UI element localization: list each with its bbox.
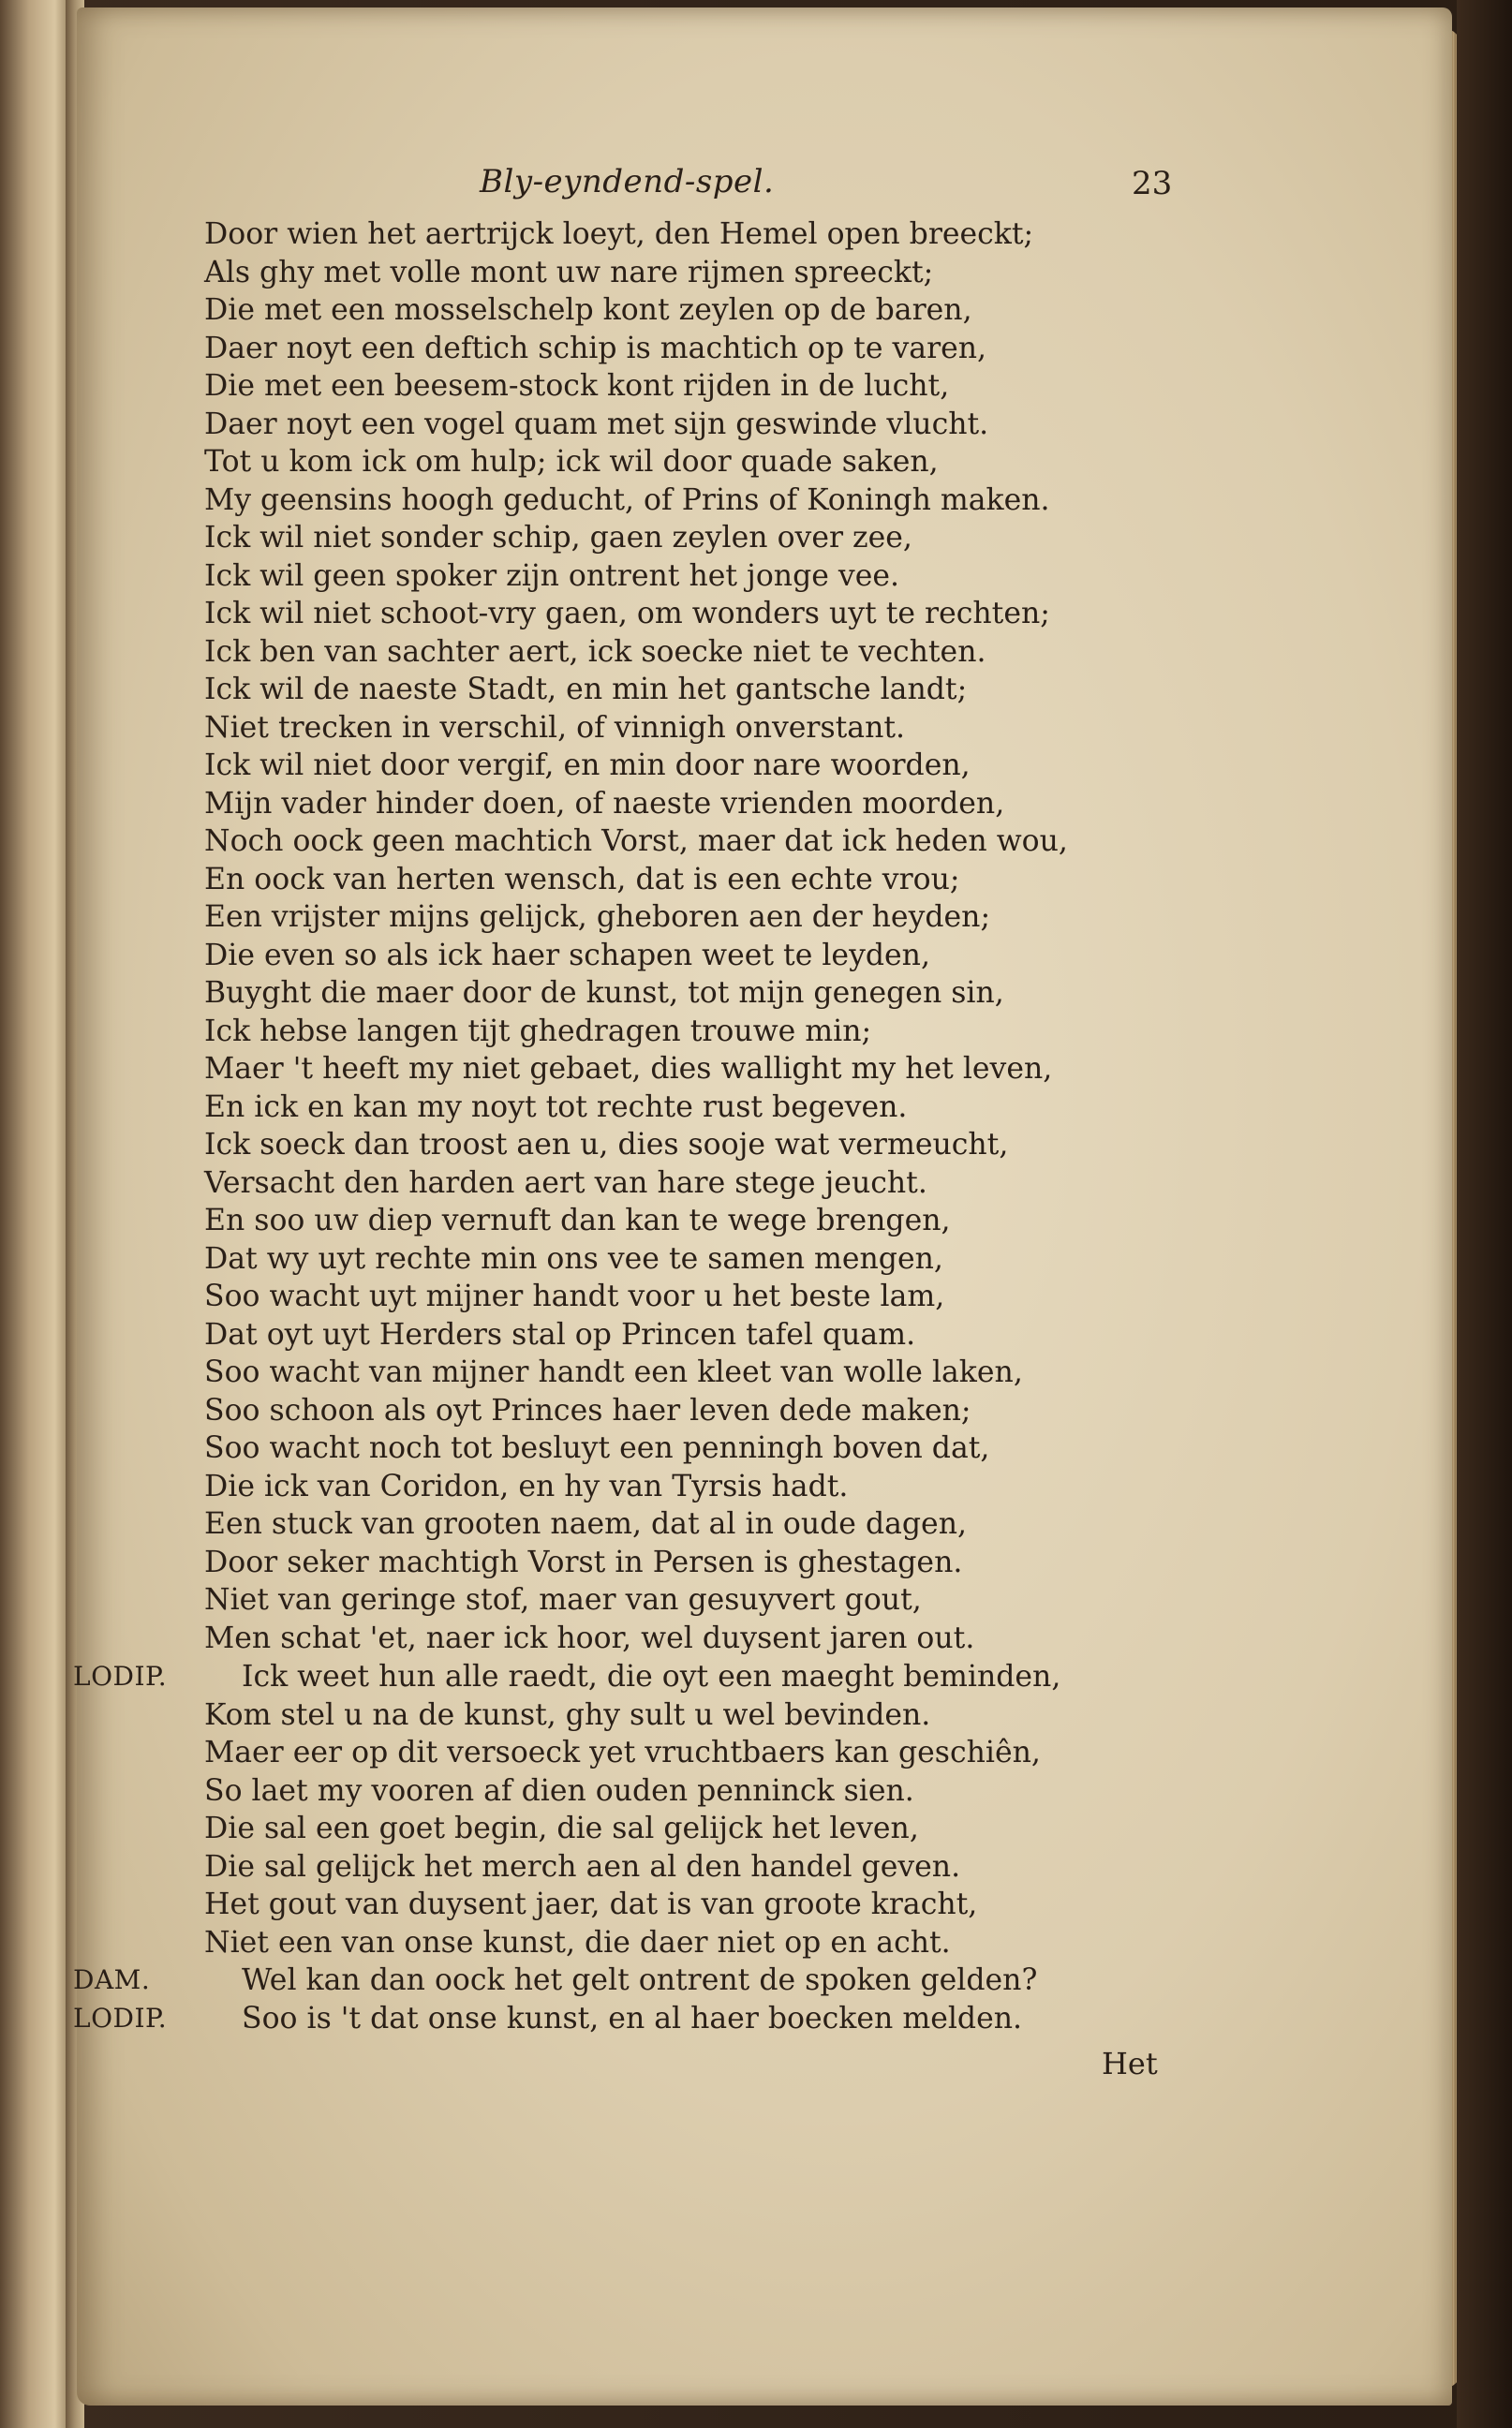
verse-line: Door wien het aertrijck loeyt, den Hemel open breeckt; <box>204 217 1034 251</box>
verse-line: Een vrijster mijns gelijck, gheboren aen der heyden; <box>204 900 991 934</box>
verse-line: Noch oock geen machtich Vorst, maer dat ick heden wou, <box>204 824 1068 858</box>
verse-line: Soo schoon als oyt Princes haer leven dede maken; <box>204 1393 971 1428</box>
verse-line: Een stuck van grooten naem, dat al in oude dagen, <box>204 1507 968 1541</box>
verse-line: Soo wacht uyt mijner handt voor u het beste lam, <box>204 1280 945 1313</box>
verse-line: Die met een beesem-stock kont rijden in de lucht, <box>204 369 950 403</box>
dialogue-line <box>73 2000 1452 2038</box>
dialogue-line <box>77 1696 1452 1735</box>
verse-line: Die even so als ick haer schapen weet te leyden, <box>204 938 930 972</box>
dialogue-text: Niet een van onse kunst, die daer niet op en acht. <box>204 1925 951 1960</box>
verse-line: Dat oyt uyt Herders stal op Princen tafel quam. <box>204 1317 916 1352</box>
verse-line: Ick wil niet schoot-vry gaen, om wonders uyt te rechten; <box>204 597 1050 630</box>
verse-line: Niet van geringe stof, maer van gesuyvert gout, <box>204 1583 922 1617</box>
running-head: Bly-eyndend-spel. <box>480 163 775 200</box>
dialogue-line <box>77 1772 1452 1811</box>
dialogue-text: Wel kan dan oock het gelt ontrent de spoken gelden? <box>242 1963 1038 1997</box>
verse-line: Die met een mosselschelp kont zeylen op de baren, <box>204 293 972 327</box>
verse-line: Die ick van Coridon, en hy van Tyrsis hadt. <box>204 1469 849 1503</box>
verse-line: Ick wil de naeste Stadt, en min het gantsche landt; <box>204 673 968 706</box>
verse-line: Mijn vader hinder doen, of naeste vrienden moorden, <box>204 786 1005 821</box>
dialogue-block <box>73 1658 1452 2037</box>
dialogue-text: Die sal een goet begin, die sal gelijck het leven, <box>204 1812 919 1845</box>
verse-line: Daer noyt een vogel quam met sijn geswinde vlucht. <box>204 407 989 441</box>
dialogue-text: So laet my vooren af dien ouden penninck sien. <box>204 1773 914 1808</box>
verse-line: Ick soeck dan troost aen u, dies sooje wat vermeucht, <box>204 1128 1009 1162</box>
verse-line: Dat wy uyt rechte min ons vee te samen mengen, <box>204 1241 943 1276</box>
book-page <box>73 7 1452 2406</box>
dialogue-text: Het gout van duysent jaer, dat is van groote kracht, <box>204 1888 978 1921</box>
verse-line: Buyght die maer door de kunst, tot mijn genegen sin, <box>204 976 1004 1010</box>
dialogue-text: Ick weet hun alle raedt, die oyt een maeght beminden, <box>242 1660 1061 1694</box>
dialogue-line <box>77 1734 1452 1772</box>
book-cover-edge <box>1457 0 1512 2428</box>
verse-line: Maer 't heeft my niet gebaet, dies wallight my het leven, <box>204 1052 1053 1086</box>
speaker-name: LODIP. <box>73 2002 168 2034</box>
verse-line: Versacht den harden aert van hare stege jeucht. <box>204 1165 927 1200</box>
verse-line: Als ghy met volle mont uw nare rijmen spreeckt; <box>204 255 934 289</box>
dialogue-text: Soo is 't dat onse kunst, en al haer boecken melden. <box>242 2001 1023 2036</box>
verse-line: Niet trecken in verschil, of vinnigh onverstant. <box>204 710 906 745</box>
dialogue-text: Kom stel u na de kunst, ghy sult u wel bevinden. <box>204 1697 931 1732</box>
verse-line: Tot u kom ick om hulp; ick wil door quade saken, <box>204 445 939 479</box>
verse-block <box>204 215 1068 1657</box>
verse-line: My geensins hoogh geducht, of Prins of Koningh maken. <box>204 482 1050 517</box>
verse-line: Ick ben van sachter aert, ick soecke niet te vechten. <box>204 634 986 669</box>
left-page-edge <box>0 0 73 2428</box>
verse-line: En soo uw diep vernuft dan kan te wege brengen, <box>204 1204 951 1237</box>
dialogue-line <box>73 1962 1452 2000</box>
page-text <box>73 7 1452 2406</box>
speaker-name: LODIP. <box>73 1661 168 1692</box>
verse-line: En ick en kan my noyt tot rechte rust begeven. <box>204 1089 908 1124</box>
dialogue-text: Maer eer op dit versoeck yet vruchtbaers kan geschiên, <box>204 1736 1041 1769</box>
dialogue-line <box>77 1848 1452 1887</box>
page-number: 23 <box>1132 165 1173 202</box>
verse-line: Door seker machtigh Vorst in Persen is ghestagen. <box>204 1545 963 1579</box>
verse-line: Men schat 'et, naer ick hoor, wel duysent jaren out. <box>204 1621 975 1655</box>
verse-line: Ick wil niet door vergif, en min door nare woorden, <box>204 748 971 782</box>
verse-line: Daer noyt een deftich schip is machtich op te varen, <box>204 331 987 365</box>
verse-line: Ick wil niet sonder schip, gaen zeylen over zee, <box>204 521 912 555</box>
verse-line: Ick hebse langen tijt ghedragen trouwe min; <box>204 1014 872 1048</box>
dialogue-line <box>73 1658 1452 1696</box>
dialogue-line <box>77 1886 1452 1924</box>
catchword: Het <box>1102 2046 1158 2081</box>
verse-line: Ick wil geen spoker zijn ontrent het jonge vee. <box>204 558 899 593</box>
verse-line: Soo wacht van mijner handt een kleet van wolle laken, <box>204 1355 1023 1389</box>
verse-line: En oock van herten wensch, dat is een echte vrou; <box>204 862 960 896</box>
speaker-name: DAM. <box>73 1964 151 1995</box>
dialogue-line <box>77 1810 1452 1848</box>
verse-line: Soo wacht noch tot besluyt een penningh boven dat, <box>204 1431 990 1465</box>
dialogue-text: Die sal gelijck het merch aen al den handel geven. <box>204 1849 961 1884</box>
dialogue-line <box>77 1924 1452 1962</box>
